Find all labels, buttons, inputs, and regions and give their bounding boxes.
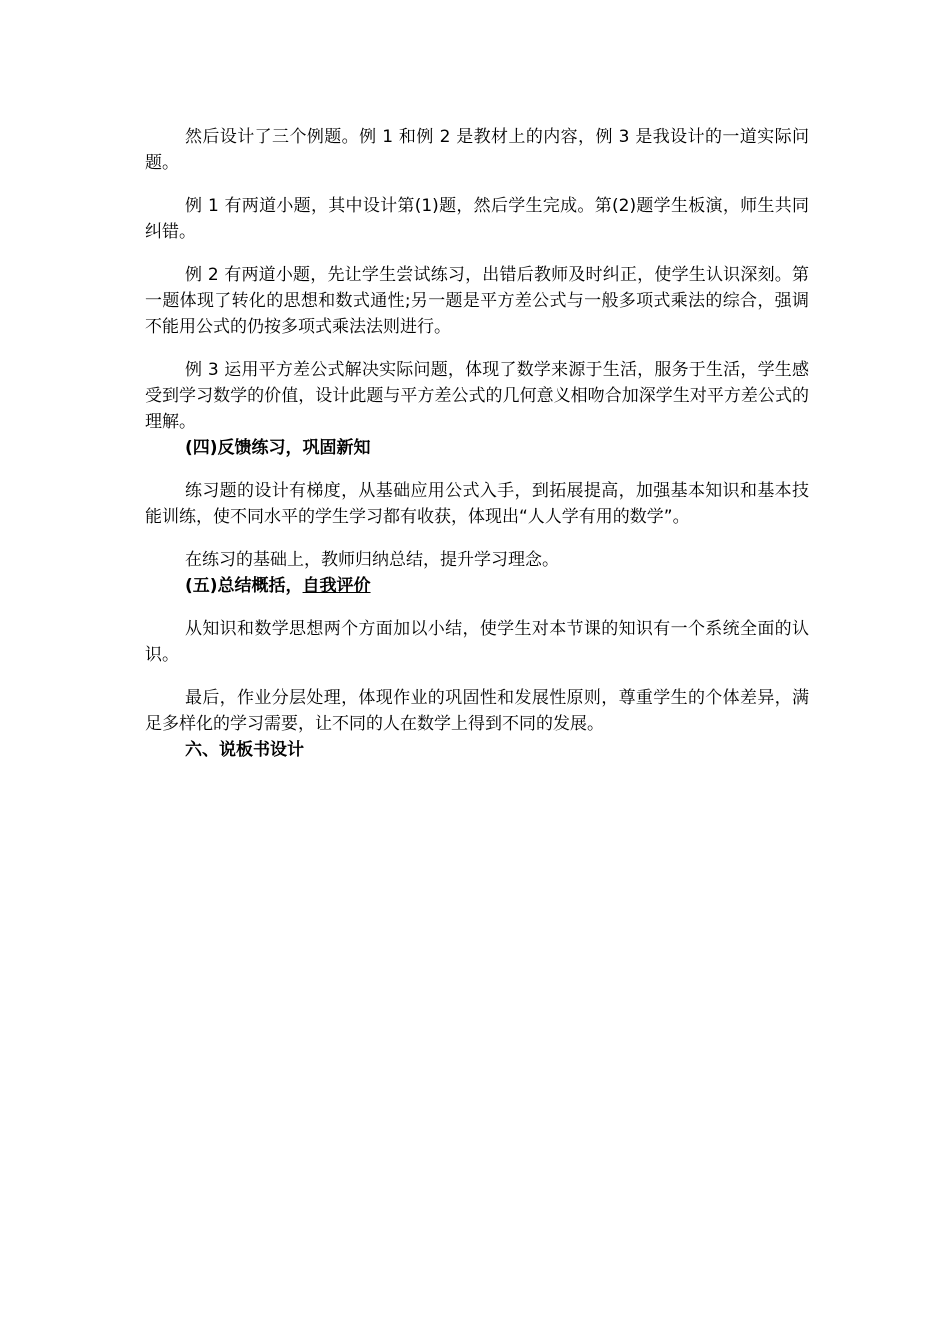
paragraph-example-2: 例 2 有两道小题，先让学生尝试练习，出错后教师及时纠正，使学生认识深刻。第一题体现了转化的思想和数式通性;另一题是平方差公式与一般多项式乘法的综合，强调不能用公式的仍按多项式乘法法则进行。: [145, 265, 809, 337]
paragraph-knowledge-summary: 从知识和数学思想两个方面加以小结，使学生对本节课的知识有一个系统全面的认识。: [145, 619, 809, 665]
paragraph-example-3: 例 3 运用平方差公式解决实际问题，体现了数学来源于生活，服务于生活，学生感受到学习数学的价值，设计此题与平方差公式的几何意义相吻合加深学生对平方差公式的理解。: [145, 360, 809, 432]
paragraph-summary-after-practice: 在练习的基础上，教师归纳总结，提升学习理念。: [185, 550, 559, 570]
paragraph-practice-design: 练习题的设计有梯度，从基础应用公式入手，到拓展提高，加强基本知识和基本技能训练，使不同水平的学生学习都有收获，体现出“人人学有用的数学”。: [145, 481, 809, 527]
paragraph-example-1: 例 1 有两道小题，其中设计第(1)题，然后学生完成。第(2)题学生板演，师生共同纠错。: [145, 196, 809, 242]
heading-board-design: 六、说板书设计: [185, 740, 304, 760]
heading-self-evaluation-part: 自我评价: [302, 576, 371, 596]
heading-summary-self-evaluation: [145, 573, 809, 599]
heading-summary-part: (五)总结概括，: [185, 576, 303, 596]
heading-feedback-practice: (四)反馈练习，巩固新知: [185, 438, 371, 458]
paragraph-homework-layering: 最后，作业分层处理，体现作业的巩固性和发展性原则，尊重学生的个体差异，满足多样化的学习需要，让不同的人在数学上得到不同的发展。: [145, 688, 809, 734]
document-body: [145, 124, 809, 763]
paragraph-examples-overview: 然后设计了三个例题。例 1 和例 2 是教材上的内容，例 3 是我设计的一道实际问题。: [145, 127, 809, 173]
